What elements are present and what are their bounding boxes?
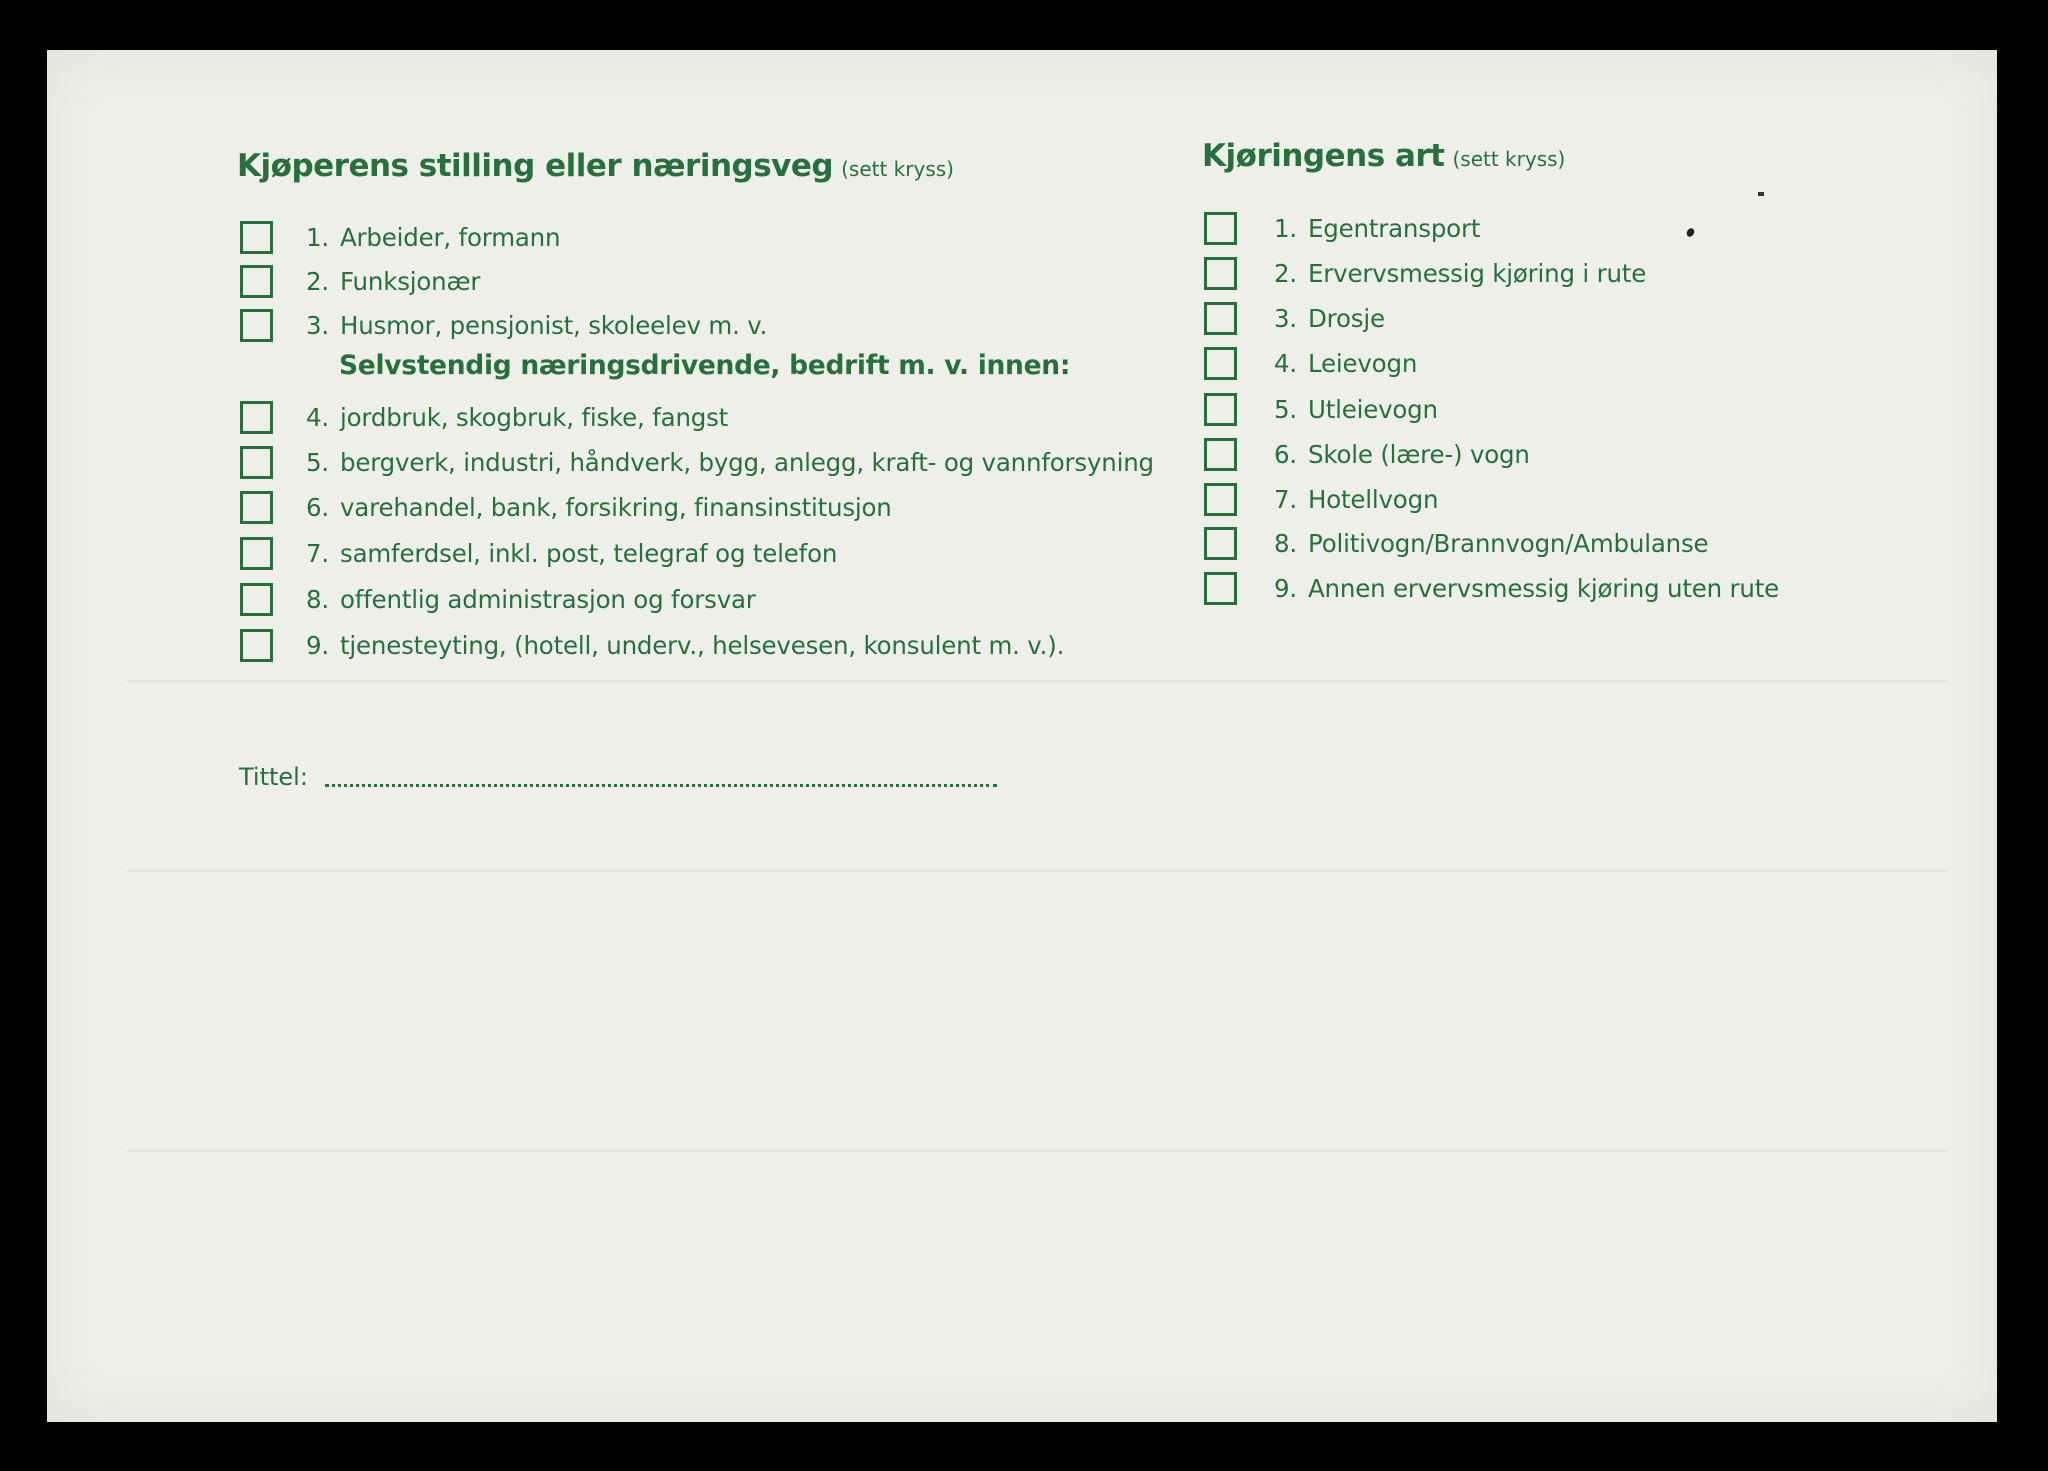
- buyer-occupation-note: (sett kryss): [841, 157, 954, 181]
- checkbox[interactable]: [240, 537, 273, 570]
- checkbox[interactable]: [240, 309, 273, 342]
- buyer-option-6[interactable]: [240, 491, 892, 524]
- show-through-line: [127, 680, 1947, 682]
- option-label: Skole (lære-) vogn: [1308, 440, 1530, 469]
- checkbox[interactable]: [240, 401, 273, 434]
- driving-option-4[interactable]: [1204, 347, 1417, 380]
- option-label: Ervervsmessig kjøring i rute: [1308, 259, 1647, 288]
- buyer-option-7[interactable]: [240, 537, 837, 570]
- option-number: 2.: [306, 267, 329, 296]
- option-number: 5.: [306, 448, 329, 477]
- option-number: 6.: [1274, 440, 1297, 469]
- option-label: Drosje: [1308, 304, 1385, 333]
- option-number: 8.: [1274, 529, 1297, 558]
- option-label: Husmor, pensjonist, skoleelev m. v.: [340, 311, 768, 340]
- checkbox[interactable]: [240, 629, 273, 662]
- option-label: varehandel, bank, forsikring, finansinstitusjon: [340, 493, 892, 522]
- option-number: 4.: [1274, 349, 1297, 378]
- option-number: 5.: [1274, 395, 1297, 424]
- form-sheet: [47, 50, 1997, 1422]
- buyer-option-1[interactable]: [240, 221, 560, 254]
- driving-type-heading: [1202, 138, 1565, 174]
- option-number: 9.: [1274, 574, 1297, 603]
- option-number: 7.: [1274, 485, 1297, 514]
- checkbox[interactable]: [1204, 438, 1237, 471]
- option-label: tjenesteyting, (hotell, underv., helsevesen, konsulent m. v.).: [340, 631, 1065, 660]
- option-label: samferdsel, inkl. post, telegraf og telefon: [340, 539, 838, 568]
- option-number: 3.: [306, 311, 329, 340]
- option-label: Annen ervervsmessig kjøring uten rute: [1308, 574, 1780, 603]
- show-through-line: [127, 870, 1947, 872]
- buyer-option-4[interactable]: [240, 401, 728, 434]
- driving-type-note: (sett kryss): [1452, 147, 1566, 171]
- option-label: Arbeider, formann: [340, 223, 561, 252]
- checkbox[interactable]: [240, 491, 273, 524]
- driving-option-9[interactable]: [1204, 572, 1779, 605]
- buyer-option-8[interactable]: [240, 583, 756, 616]
- option-label: Egentransport: [1308, 214, 1481, 243]
- buyer-option-5[interactable]: [240, 446, 1154, 479]
- title-field[interactable]: [325, 784, 997, 787]
- checkbox[interactable]: [1204, 212, 1237, 245]
- option-label: Politivogn/Brannvogn/Ambulanse: [1308, 529, 1709, 558]
- ink-speck: [1758, 192, 1764, 196]
- checkbox[interactable]: [1204, 527, 1237, 560]
- buyer-option-3[interactable]: [240, 309, 767, 342]
- title-label: Tittel:: [239, 763, 308, 791]
- option-number: 1.: [1274, 214, 1297, 243]
- checkbox[interactable]: [240, 446, 273, 479]
- checkbox[interactable]: [1204, 572, 1237, 605]
- option-number: 6.: [306, 493, 329, 522]
- driving-option-3[interactable]: [1204, 302, 1385, 335]
- option-label: offentlig administrasjon og forsvar: [340, 585, 756, 614]
- checkbox[interactable]: [1204, 393, 1237, 426]
- driving-option-8[interactable]: [1204, 527, 1708, 560]
- checkbox[interactable]: [240, 265, 273, 298]
- option-number: 8.: [306, 585, 329, 614]
- buyer-occupation-title: Kjøperens stilling eller næringsveg: [237, 148, 834, 184]
- ink-speck: [1685, 227, 1696, 238]
- option-number: 7.: [306, 539, 329, 568]
- option-number: 1.: [306, 223, 329, 252]
- buyer-option-9[interactable]: [240, 629, 1064, 662]
- option-label: jordbruk, skogbruk, fiske, fangst: [340, 403, 729, 432]
- buyer-occupation-heading: [237, 148, 954, 184]
- option-label: Funksjonær: [340, 267, 481, 296]
- driving-option-2[interactable]: [1204, 257, 1646, 290]
- option-number: 3.: [1274, 304, 1297, 333]
- driving-option-5[interactable]: [1204, 393, 1438, 426]
- checkbox[interactable]: [1204, 257, 1237, 290]
- checkbox[interactable]: [240, 221, 273, 254]
- checkbox[interactable]: [1204, 347, 1237, 380]
- option-label: Hotellvogn: [1308, 485, 1439, 514]
- option-number: 4.: [306, 403, 329, 432]
- driving-option-7[interactable]: [1204, 483, 1438, 516]
- option-number: 9.: [306, 631, 329, 660]
- checkbox[interactable]: [240, 583, 273, 616]
- option-label: Utleievogn: [1308, 395, 1438, 424]
- show-through-line: [127, 1150, 1947, 1152]
- checkbox[interactable]: [1204, 302, 1237, 335]
- buyer-option-2[interactable]: [240, 265, 480, 298]
- driving-option-1[interactable]: [1204, 212, 1480, 245]
- option-label: Leievogn: [1308, 349, 1418, 378]
- option-label: bergverk, industri, håndverk, bygg, anlegg, kraft- og vannforsyning: [340, 448, 1154, 477]
- self-employed-subheading: Selvstendig næringsdrivende, bedrift m. v. innen:: [339, 350, 1071, 381]
- driving-type-title: Kjøringens art: [1202, 138, 1445, 174]
- checkbox[interactable]: [1204, 483, 1237, 516]
- driving-option-6[interactable]: [1204, 438, 1530, 471]
- option-number: 2.: [1274, 259, 1297, 288]
